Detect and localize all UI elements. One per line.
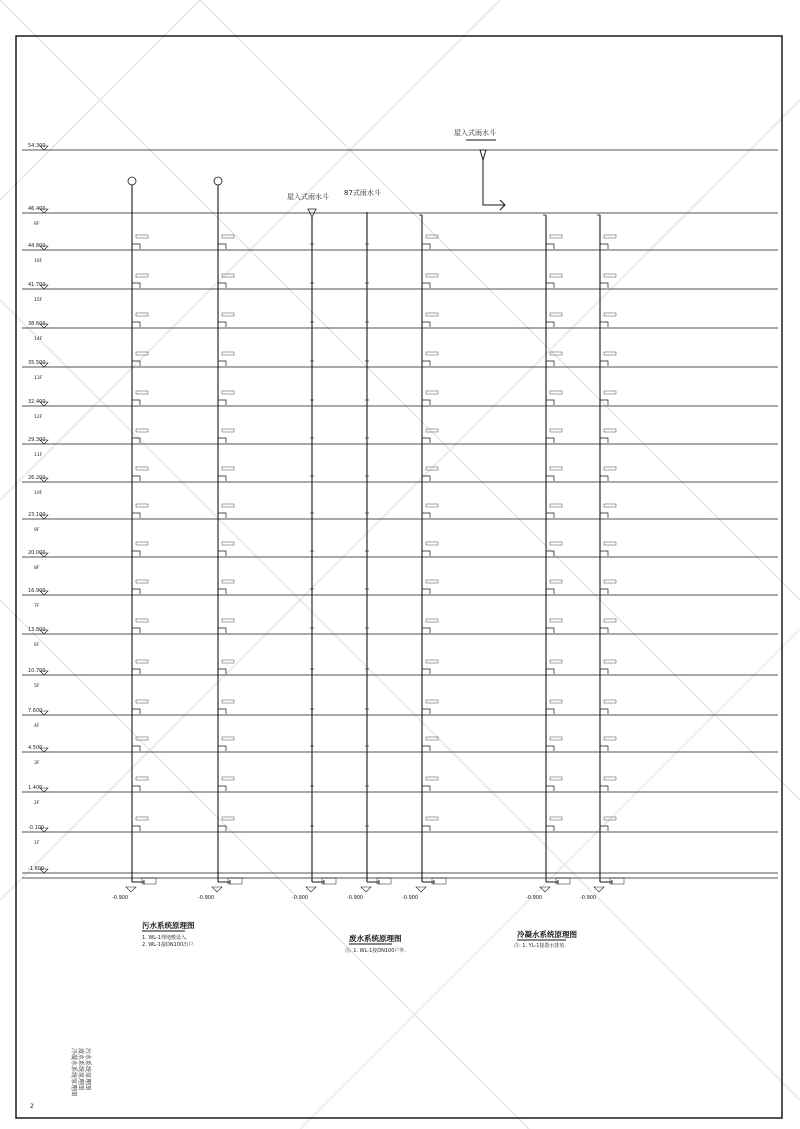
branch-connection — [546, 438, 554, 443]
branch-connection — [600, 589, 608, 594]
branch-connection — [422, 628, 430, 633]
floor-tag: 10F — [34, 491, 43, 496]
riser-wl-1 — [112, 177, 156, 901]
branch-connection — [132, 244, 140, 249]
elevation-label: -1.600 — [28, 866, 45, 872]
branch-connection — [546, 244, 554, 249]
riser-wl-2 — [198, 177, 242, 901]
floor-tag: 6F — [34, 643, 40, 648]
branch-connection — [600, 283, 608, 288]
branch-connection — [546, 400, 554, 405]
branch-connection — [132, 826, 140, 831]
riser-fl-3 — [402, 215, 446, 901]
branch-connection — [422, 361, 430, 366]
pipe-tag-box — [426, 817, 438, 820]
branch-connection — [132, 400, 140, 405]
elevation-label: 1.400 — [28, 785, 43, 791]
pipe-tag-box — [550, 700, 562, 703]
elevation-label: 26.200 — [28, 475, 46, 481]
pipe-tag-box — [136, 660, 148, 663]
pipe-tag-box — [426, 700, 438, 703]
pipe-tag-box — [604, 777, 616, 780]
pipe-tag-box — [222, 660, 234, 663]
pipe-tag-box — [550, 235, 562, 238]
pipe-tag-box — [222, 429, 234, 432]
pipe-tag-box — [604, 429, 616, 432]
riser-yl-1 — [526, 215, 570, 901]
branch-connection — [218, 438, 226, 443]
pipe-tag-box — [136, 313, 148, 316]
branch-connection — [422, 551, 430, 556]
branch-connection — [600, 322, 608, 327]
branch-connection — [600, 244, 608, 249]
pipe-tag-box — [550, 777, 562, 780]
caption-sewage: 污水系统原理图 — [142, 921, 195, 930]
branch-connection — [546, 513, 554, 518]
pipe-tag-box — [136, 700, 148, 703]
pipe-tag-box — [222, 352, 234, 355]
branch-connection — [218, 322, 226, 327]
branch-connection — [132, 669, 140, 674]
pipe-tag-box — [550, 429, 562, 432]
pipe-tag-box — [136, 274, 148, 277]
branch-connection — [546, 669, 554, 674]
pipe-tag-box — [604, 274, 616, 277]
branch-connection — [132, 628, 140, 633]
pipe-tag-box — [550, 580, 562, 583]
branch-connection — [600, 628, 608, 633]
pipe-tag-box — [550, 274, 562, 277]
pipe-tag-box — [426, 274, 438, 277]
branch-connection — [600, 476, 608, 481]
base-marker-icon — [126, 887, 136, 892]
elevation-label: 32.400 — [28, 399, 46, 405]
branch-connection — [546, 322, 554, 327]
pipe-tag-box — [426, 542, 438, 545]
pipe-tag-box — [426, 660, 438, 663]
floor-tag: 1F — [34, 841, 40, 846]
pipe-tag-box — [136, 467, 148, 470]
elevation-label: 29.300 — [28, 437, 46, 443]
pipe-tag-box — [604, 660, 616, 663]
pipe-tag-box — [136, 542, 148, 545]
riser-base-elevation: -0.900 — [402, 895, 419, 901]
pipe-tag-box — [222, 504, 234, 507]
pipe-tag-box — [550, 619, 562, 622]
pipe-tag-box — [136, 391, 148, 394]
floor-tag: 11F — [34, 453, 43, 458]
elevation-label: 46.400 — [28, 206, 46, 212]
branch-connection — [132, 551, 140, 556]
branch-connection — [600, 786, 608, 791]
branch-connection — [132, 283, 140, 288]
branch-connection — [600, 513, 608, 518]
pipe-tag-box — [136, 619, 148, 622]
page-number: 2 — [30, 1103, 34, 1110]
pipe-tag-box — [550, 467, 562, 470]
branch-connection — [600, 669, 608, 674]
branch-connection — [546, 283, 554, 288]
branch-connection — [422, 513, 430, 518]
elevation-label: 10.700 — [28, 668, 46, 674]
pipe-tag-box — [426, 777, 438, 780]
branch-connection — [218, 283, 226, 288]
pipe-tag-box — [550, 737, 562, 740]
branch-connection — [546, 589, 554, 594]
branch-connection — [422, 786, 430, 791]
elevation-label: 4.500 — [28, 745, 43, 751]
riser-fl-2 — [347, 212, 391, 901]
branch-connection — [218, 786, 226, 791]
branch-connection — [546, 709, 554, 714]
branch-connection — [218, 589, 226, 594]
riser-base-elevation: -0.900 — [292, 895, 309, 901]
branch-connection — [218, 826, 226, 831]
base-marker-icon — [212, 887, 222, 892]
pipe-tag-box — [550, 313, 562, 316]
floor-tag: 2F — [34, 801, 40, 806]
pipe-tag-box — [136, 777, 148, 780]
branch-connection — [132, 746, 140, 751]
pipe-tag-box — [222, 313, 234, 316]
pipe-tag-box — [222, 700, 234, 703]
base-marker-icon — [361, 887, 371, 892]
elevation-label: 20.000 — [28, 550, 46, 556]
pipe-tag-box — [136, 429, 148, 432]
riser-base-elevation: -0.900 — [112, 895, 129, 901]
riser-base-elevation: -0.900 — [526, 895, 543, 901]
note-rain: 注: 1. YL-1接散水排放. — [514, 943, 566, 949]
roof-drain-assembly — [466, 140, 505, 210]
branch-connection — [132, 786, 140, 791]
elevation-label: 41.700 — [28, 282, 46, 288]
pipe-tag-box — [550, 504, 562, 507]
pipe-tag-box — [222, 391, 234, 394]
vent-cap-icon — [214, 177, 222, 185]
pipe-tag-box — [222, 619, 234, 622]
pipe-tag-box — [604, 352, 616, 355]
branch-connection — [218, 476, 226, 481]
base-marker-icon — [416, 887, 426, 892]
riser-a-label: 屋入式雨水斗 — [287, 193, 329, 201]
floor-tag: 3F — [34, 761, 40, 766]
pipe-tag-box — [222, 580, 234, 583]
branch-connection — [132, 589, 140, 594]
pipe-tag-box — [550, 542, 562, 545]
branch-connection — [132, 476, 140, 481]
branch-connection — [218, 709, 226, 714]
branch-connection — [218, 746, 226, 751]
branch-connection — [546, 746, 554, 751]
floor-tag: RF — [34, 222, 40, 227]
elevation-label: 23.100 — [28, 512, 46, 518]
pipe-tag-box — [604, 391, 616, 394]
branch-connection — [132, 513, 140, 518]
branch-connection — [422, 283, 430, 288]
branch-connection — [218, 628, 226, 633]
riser-base-elevation: -0.900 — [580, 895, 597, 901]
riser-yl-2 — [580, 215, 624, 901]
pipe-tag-box — [222, 777, 234, 780]
pipe-tag-box — [136, 817, 148, 820]
elevation-label: 7.600 — [28, 708, 43, 714]
base-marker-icon — [594, 887, 604, 892]
branch-connection — [422, 669, 430, 674]
floor-tag: 4F — [34, 724, 40, 729]
title-block-line-3: 冷凝水系统原理图 — [70, 1048, 77, 1097]
caption-waste: 废水系统原理图 — [349, 934, 402, 943]
base-marker-icon — [306, 887, 316, 892]
pipe-tag-box — [222, 737, 234, 740]
pipe-tag-box — [604, 313, 616, 316]
branch-connection — [546, 476, 554, 481]
branch-connection — [546, 786, 554, 791]
note-waste: 注: 1. WL-1接DN100户外. — [345, 948, 406, 954]
floor-tag: 5F — [34, 684, 40, 689]
branch-connection — [218, 361, 226, 366]
riser-base-elevation: -0.900 — [347, 895, 364, 901]
branch-connection — [422, 589, 430, 594]
branch-connection — [600, 709, 608, 714]
pipe-tag-box — [550, 817, 562, 820]
roof-drain-label: 屋入式雨水斗 — [454, 129, 496, 137]
pipe-tag-box — [136, 235, 148, 238]
pipe-tag-box — [604, 700, 616, 703]
branch-connection — [132, 322, 140, 327]
floor-tag: 9F — [34, 528, 40, 533]
floor-tag: 8F — [34, 566, 40, 571]
branch-connection — [422, 322, 430, 327]
pipe-tag-box — [426, 391, 438, 394]
pipe-tag-box — [222, 542, 234, 545]
pipe-tag-box — [426, 580, 438, 583]
branch-connection — [422, 746, 430, 751]
pipe-tag-box — [222, 235, 234, 238]
branch-connection — [546, 628, 554, 633]
pipe-tag-box — [604, 619, 616, 622]
branch-connection — [546, 361, 554, 366]
elevation-label: 16.900 — [28, 588, 46, 594]
pipe-tag-box — [604, 580, 616, 583]
branch-connection — [422, 709, 430, 714]
elevation-label: 38.600 — [28, 321, 46, 327]
pipe-tag-box — [426, 504, 438, 507]
title-block-line-1: 污水系统原理图 — [84, 1048, 91, 1091]
riser-base-elevation: -0.900 — [198, 895, 215, 901]
elevation-label: 44.800 — [28, 243, 46, 249]
pipe-tag-box — [604, 504, 616, 507]
pipe-tag-box — [604, 737, 616, 740]
pipe-tag-box — [604, 235, 616, 238]
note-sewage-1: 1. WL-1埋地敷设入. — [142, 935, 188, 941]
pipe-tag-box — [604, 542, 616, 545]
pipe-tag-box — [222, 467, 234, 470]
title-block-line-2: 废水系统原理图 — [77, 1048, 84, 1091]
floor-tag: 14F — [34, 337, 43, 342]
floor-tag: 12F — [34, 415, 43, 420]
floor-tag: 15F — [34, 298, 43, 303]
pipe-tag-box — [426, 313, 438, 316]
floor-tag: 7F — [34, 604, 40, 609]
branch-connection — [422, 826, 430, 831]
branch-connection — [422, 438, 430, 443]
branch-connection — [600, 438, 608, 443]
branch-connection — [600, 551, 608, 556]
pipe-tag-box — [136, 580, 148, 583]
elevation-label: 54.300 — [28, 143, 46, 149]
branch-connection — [132, 709, 140, 714]
pipe-tag-box — [426, 352, 438, 355]
elevation-label: 35.500 — [28, 360, 46, 366]
pipe-tag-box — [550, 391, 562, 394]
branch-connection — [422, 400, 430, 405]
title-block — [70, 1048, 92, 1096]
elevation-label: -0.100 — [28, 825, 45, 831]
pipe-tag-box — [136, 504, 148, 507]
vent-cap-icon — [128, 177, 136, 185]
pipe-tag-box — [550, 660, 562, 663]
branch-connection — [218, 513, 226, 518]
floor-tag: 16F — [34, 259, 43, 264]
pipe-tag-box — [604, 467, 616, 470]
floor-lines — [22, 143, 778, 878]
branch-connection — [600, 361, 608, 366]
riser-b-label: 87式雨水斗 — [344, 189, 381, 197]
caption-rain: 冷凝水系统原理图 — [517, 930, 577, 939]
elevation-label: 13.800 — [28, 627, 46, 633]
branch-connection — [422, 244, 430, 249]
floor-tag: 13F — [34, 376, 43, 381]
branch-connection — [218, 244, 226, 249]
note-sewage-2: 2. WL-1接DN100出户. — [142, 942, 195, 948]
branch-connection — [218, 551, 226, 556]
pipe-tag-box — [426, 619, 438, 622]
branch-connection — [218, 669, 226, 674]
branch-connection — [546, 826, 554, 831]
pipe-tag-box — [222, 817, 234, 820]
branch-connection — [600, 746, 608, 751]
riser-pipes — [112, 177, 624, 901]
branch-connection — [218, 400, 226, 405]
